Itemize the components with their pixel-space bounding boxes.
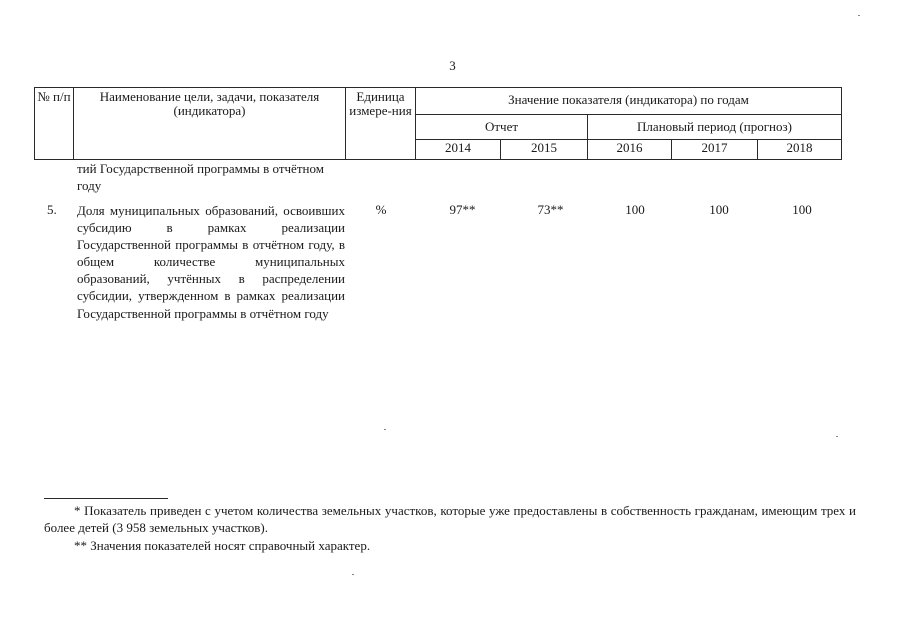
continuation-text: тий Государственной программы в отчётном году bbox=[77, 161, 324, 193]
header-year: 2014 bbox=[416, 140, 501, 160]
header-year: 2016 bbox=[588, 140, 672, 160]
header-year: 2017 bbox=[672, 140, 758, 160]
footnote-1: * Показатель приведен с учетом количества земельных участков, которые уже предоставлены в собственность гражданам, имеющим трех и более детей (3 958 земельных участков). bbox=[44, 503, 856, 535]
row-number: 5. bbox=[47, 202, 57, 217]
indicator-table-header bbox=[34, 87, 842, 160]
header-group-plan: Плановый период (прогноз) bbox=[588, 115, 842, 140]
header-col-name: Наименование цели, задачи, показателя (индикатора) bbox=[74, 88, 346, 160]
scan-speck bbox=[352, 574, 354, 575]
scan-speck bbox=[384, 429, 386, 430]
footnote-2: ** Значения показателей носят справочный характер. bbox=[74, 538, 371, 553]
header-col-values: Значение показателя (индикатора) по годам bbox=[416, 88, 842, 115]
value-2015: 73** bbox=[537, 202, 564, 217]
indicator-unit: % bbox=[375, 202, 387, 217]
page-number: 3 bbox=[449, 58, 456, 73]
indicator-name: Доля муниципальных образований, освоивших субсидию в рамках реализации Государственной программы в отчётном году, в общем количестве муниципальных образований, учтённых в распределении субсидии, утвержденном в рамках реализации Государственной программы в отчётном году bbox=[77, 203, 345, 321]
header-year: 2015 bbox=[501, 140, 588, 160]
footnote-separator bbox=[44, 498, 168, 499]
header-year: 2018 bbox=[758, 140, 842, 160]
value-2017: 100 bbox=[709, 202, 729, 217]
scan-speck bbox=[836, 436, 838, 437]
value-2018: 100 bbox=[792, 202, 812, 217]
value-2014: 97** bbox=[449, 202, 476, 217]
header-col-unit: Единица измере-ния bbox=[346, 88, 416, 160]
header-col-num: № п/п bbox=[35, 88, 74, 160]
scan-speck bbox=[858, 15, 860, 16]
value-2016: 100 bbox=[625, 202, 645, 217]
header-group-report: Отчет bbox=[416, 115, 588, 140]
